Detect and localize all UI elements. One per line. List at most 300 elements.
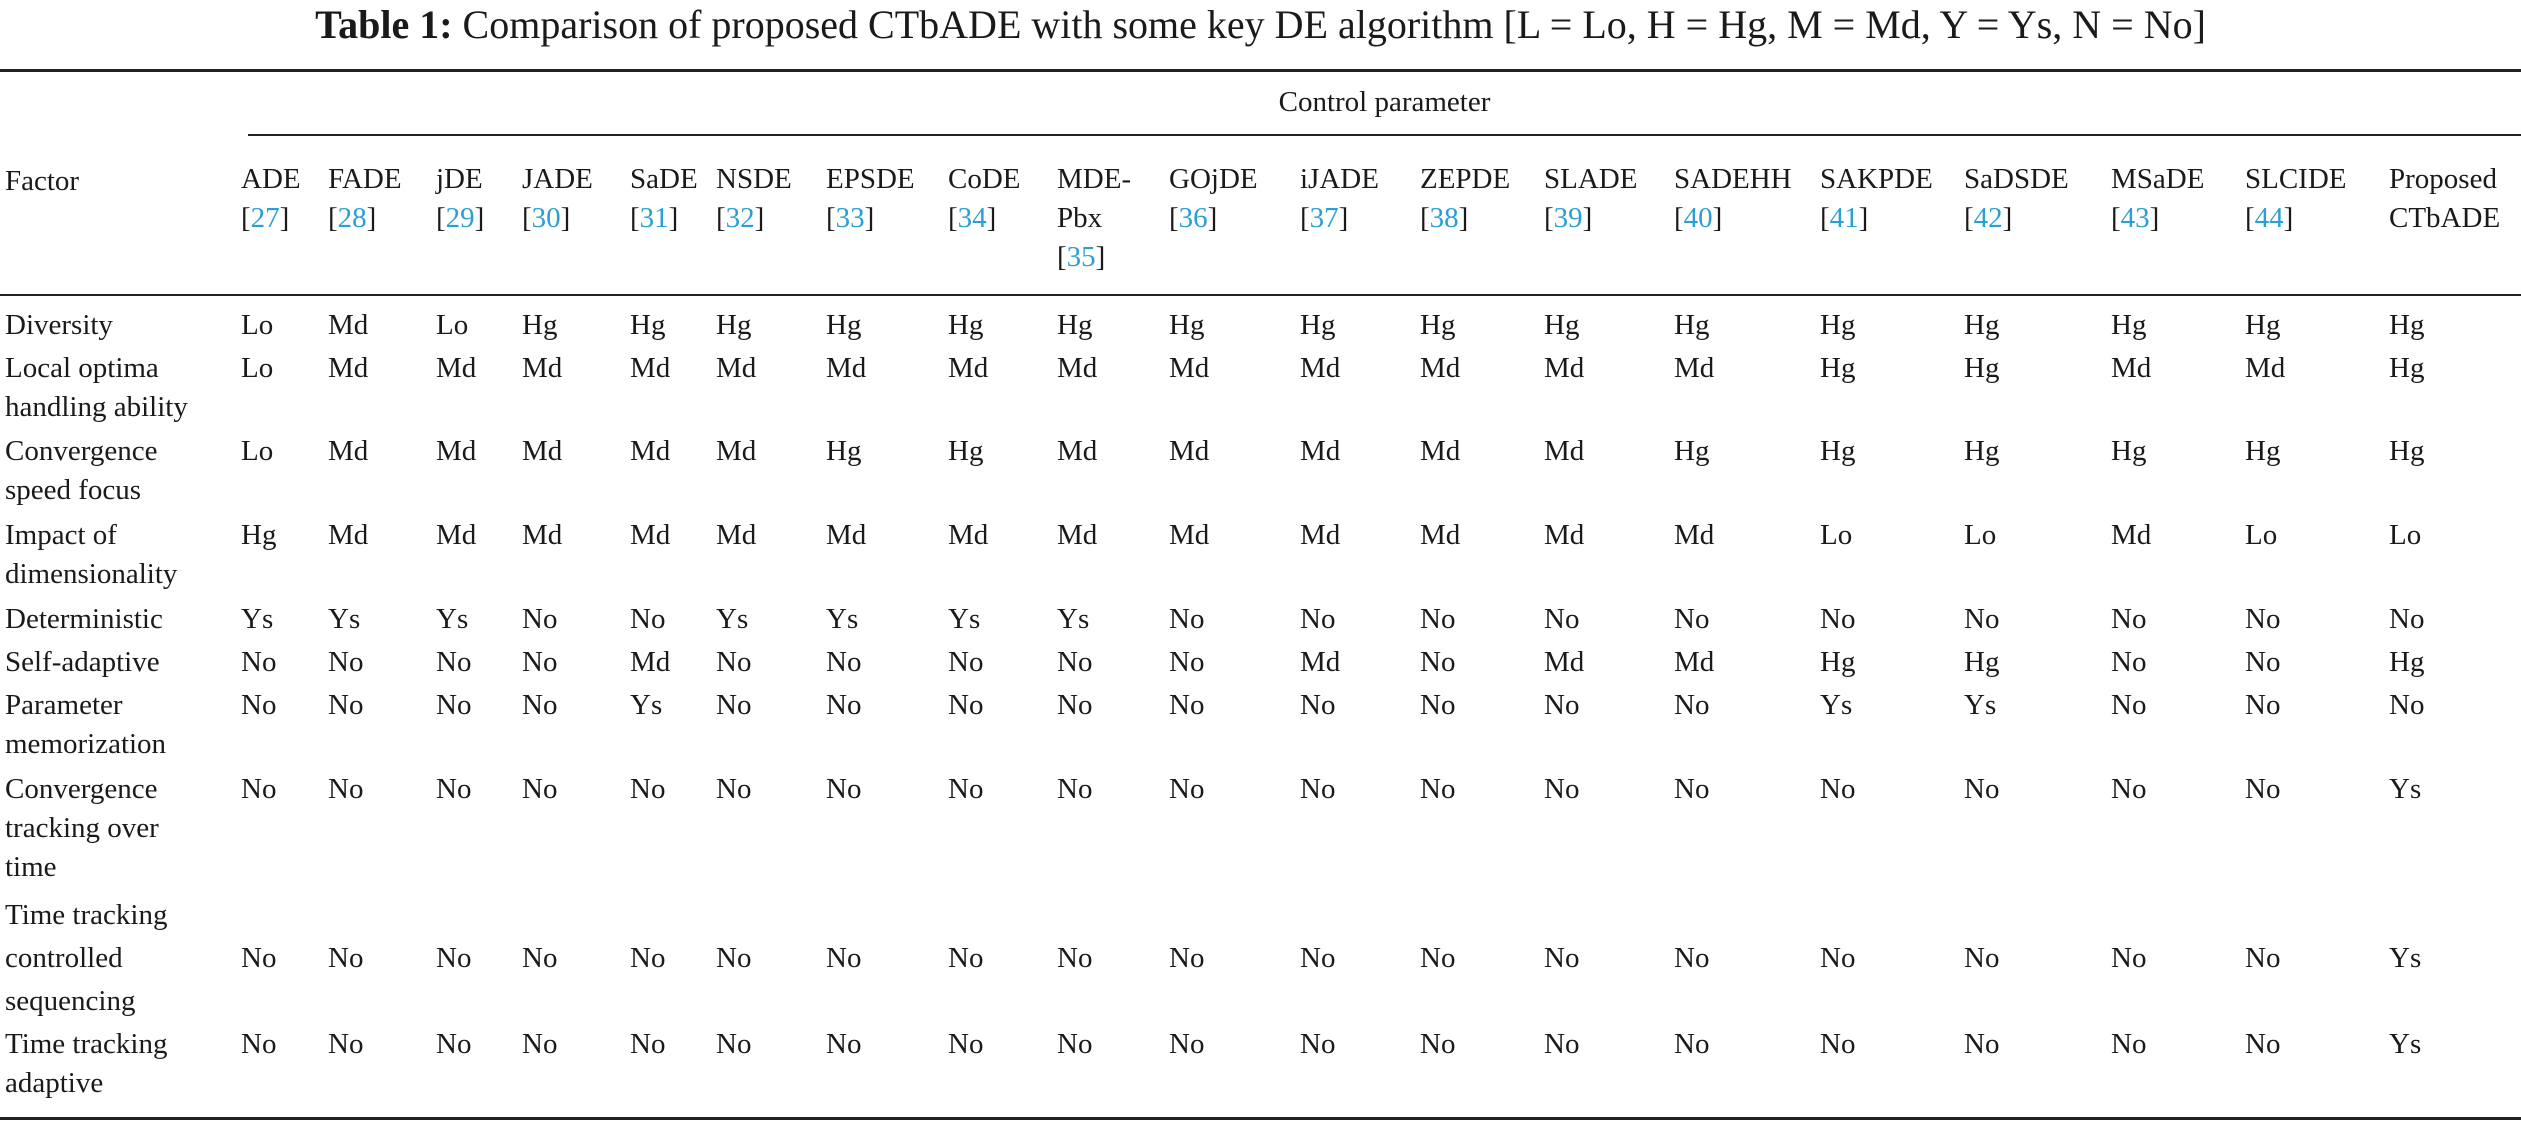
row-label-line: dimensionality [5, 558, 178, 590]
column-header-line: CoDE [948, 163, 1021, 195]
row-label [5, 770, 159, 887]
column-header [1674, 160, 1792, 238]
column-header [1420, 160, 1510, 238]
table-cell: Md [1300, 646, 1341, 678]
table-cell: Md [630, 435, 671, 467]
table-cell: Md [328, 435, 369, 467]
table-cell: No [1169, 773, 1205, 805]
table-cell: No [826, 773, 862, 805]
caption-label: Table 1: [315, 2, 453, 47]
table-cell: Md [1674, 519, 1715, 551]
table-cell: No [1057, 942, 1093, 974]
table-cell: No [241, 773, 277, 805]
row-label-line: Self-adaptive [5, 646, 160, 678]
table-cell: Md [522, 519, 563, 551]
table-cell: No [1674, 603, 1710, 635]
table-cell: Hg [826, 309, 862, 341]
column-reference: [40] [1674, 202, 1723, 234]
table-cell: No [716, 646, 752, 678]
column-header-line: GOjDE [1169, 163, 1258, 195]
table-cell: Md [1300, 519, 1341, 551]
citation-link[interactable]: 44 [2254, 202, 2284, 234]
table-cell: No [522, 773, 558, 805]
table-cell: No [1820, 773, 1856, 805]
column-header-line: JADE [522, 163, 593, 195]
table-cell: Hg [1169, 309, 1205, 341]
table-cell: No [948, 646, 984, 678]
table-cell: No [2245, 1028, 2281, 1060]
table-cell: No [1300, 689, 1336, 721]
table-cell: Md [1420, 352, 1461, 384]
table-cell: Hg [1820, 435, 1856, 467]
table-cell: Ys [2389, 1028, 2422, 1060]
table-cell: Hg [1964, 352, 2000, 384]
column-header-line: FADE [328, 163, 402, 195]
table-cell: No [716, 689, 752, 721]
column-header-line: SADEHH [1674, 163, 1792, 195]
citation-link[interactable]: 27 [250, 202, 280, 234]
column-header-line: Proposed [2389, 163, 2497, 195]
column-header-line: MDE- [1057, 163, 1132, 195]
table-cell: Ys [436, 603, 469, 635]
row-label [5, 686, 166, 764]
table-cell: Md [716, 435, 757, 467]
row-label-line: adaptive [5, 1067, 104, 1099]
table-cell: No [1420, 646, 1456, 678]
table-cell: No [436, 1028, 472, 1060]
table-cell: Hg [2111, 309, 2147, 341]
row-label-line: Convergence [5, 435, 158, 467]
table-cell: No [1420, 689, 1456, 721]
row-label-line: Parameter [5, 689, 123, 721]
row-label [5, 1025, 167, 1103]
table-cell: No [241, 1028, 277, 1060]
table-cell: Hg [1300, 309, 1336, 341]
table-cell: No [1544, 689, 1580, 721]
column-reference: [39] [1544, 202, 1593, 234]
table-cell: No [1057, 1028, 1093, 1060]
column-header [241, 160, 301, 238]
column-header [948, 160, 1021, 238]
column-reference: [42] [1964, 202, 2013, 234]
table-cell: Ys [1057, 603, 1090, 635]
table-cell: No [328, 689, 364, 721]
column-header-line: MSaDE [2111, 163, 2205, 195]
table-cell: Md [716, 519, 757, 551]
citation-link[interactable]: 41 [1829, 202, 1859, 234]
table-cell: Ys [1964, 689, 1997, 721]
top-rule [0, 69, 2521, 72]
table-cell: Ys [826, 603, 859, 635]
table-cell: Ys [716, 603, 749, 635]
table-cell: No [436, 773, 472, 805]
table-cell: Md [1544, 435, 1585, 467]
table-cell: No [630, 603, 666, 635]
citation-link[interactable]: 35 [1066, 241, 1096, 273]
table-cell: No [1300, 1028, 1336, 1060]
header-rule [0, 294, 2521, 296]
table-cell: No [1420, 773, 1456, 805]
column-header-line: NSDE [716, 163, 792, 195]
column-reference: [31] [630, 202, 679, 234]
table-cell: Lo [1820, 519, 1853, 551]
table-cell: Md [1420, 435, 1461, 467]
table-cell: No [1169, 646, 1205, 678]
table-cell: Hg [1674, 309, 1710, 341]
table-cell: No [1420, 942, 1456, 974]
table-cell: Md [826, 352, 867, 384]
table-cell: No [1300, 773, 1336, 805]
table-cell: No [1420, 1028, 1456, 1060]
table-cell: Md [948, 352, 989, 384]
table-cell: Md [522, 435, 563, 467]
table-cell: Lo [241, 309, 274, 341]
table-cell: Md [1057, 352, 1098, 384]
table-cell: No [2389, 689, 2425, 721]
citation-link[interactable]: 38 [1429, 202, 1459, 234]
table-cell: Md [1169, 519, 1210, 551]
table-cell: Lo [241, 435, 274, 467]
table-cell: No [1674, 689, 1710, 721]
table-cell: No [2111, 689, 2147, 721]
citation-link[interactable]: 32 [725, 202, 755, 234]
column-header-line: iJADE [1300, 163, 1379, 195]
citation-link[interactable]: 40 [1683, 202, 1713, 234]
table-cell: Md [1544, 519, 1585, 551]
table-cell: Lo [241, 352, 274, 384]
table-cell: No [2245, 689, 2281, 721]
table-cell: Md [1057, 519, 1098, 551]
table-cell: No [241, 646, 277, 678]
bottom-rule [0, 1117, 2521, 1120]
citation-link[interactable]: 33 [835, 202, 865, 234]
row-label-line: Time tracking [5, 1028, 168, 1060]
column-reference: [36] [1169, 202, 1218, 234]
row-label-line: tracking over [5, 812, 159, 844]
citation-link[interactable]: 34 [957, 202, 987, 234]
table-cell: No [522, 942, 558, 974]
column-header [716, 160, 792, 238]
table-cell: Ys [2389, 773, 2422, 805]
table-cell: No [1169, 603, 1205, 635]
table-cell: No [716, 773, 752, 805]
table-cell: Ys [1820, 689, 1853, 721]
table-cell: No [328, 1028, 364, 1060]
table-cell: Md [948, 519, 989, 551]
table-cell: Hg [2245, 435, 2281, 467]
table-cell: No [436, 646, 472, 678]
table-cell: Hg [1964, 646, 2000, 678]
row-label [5, 894, 167, 1023]
citation-link[interactable]: 37 [1309, 202, 1339, 234]
table-cell: Md [522, 352, 563, 384]
column-header-line: ADE [241, 163, 301, 195]
table-cell: No [2389, 603, 2425, 635]
table-cell: Hg [2111, 435, 2147, 467]
caption-text: Comparison of proposed CTbADE with some key DE algorithm [L = Lo, H = Hg, M = Md, Y = Ys, N = No] [462, 2, 2206, 47]
table-cell: Hg [2389, 352, 2425, 384]
column-reference: [43] [2111, 202, 2160, 234]
table-cell: Hg [1820, 352, 1856, 384]
column-header [1057, 160, 1131, 277]
column-reference: [34] [948, 202, 997, 234]
column-header-line: EPSDE [826, 163, 915, 195]
row-label-line: handling ability [5, 391, 188, 423]
citation-link[interactable]: 30 [531, 202, 561, 234]
table-cell: Md [630, 646, 671, 678]
table-cell: Hg [2389, 435, 2425, 467]
row-label-line: sequencing [5, 985, 136, 1017]
table-cell: Ys [630, 689, 663, 721]
citation-link[interactable]: 31 [639, 202, 669, 234]
column-header [328, 160, 402, 238]
table-cell: No [716, 1028, 752, 1060]
table-cell: No [1964, 603, 2000, 635]
table-cell: Md [436, 352, 477, 384]
table-cell: No [2111, 1028, 2147, 1060]
table-cell: No [948, 942, 984, 974]
table-cell: No [1674, 942, 1710, 974]
table-cell: No [1964, 773, 2000, 805]
table-cell: Md [1544, 352, 1585, 384]
row-label [5, 306, 113, 345]
row-label [5, 600, 163, 639]
table-cell: Md [328, 519, 369, 551]
table-cell: No [1300, 942, 1336, 974]
column-header [1964, 160, 2069, 238]
table-cell: Hg [1420, 309, 1456, 341]
row-label-line: time [5, 851, 57, 883]
column-header-line: Pbx [1057, 202, 1103, 234]
table-cell: Md [1300, 435, 1341, 467]
table-cell: No [522, 646, 558, 678]
table-cell: Md [1169, 352, 1210, 384]
column-reference: [41] [1820, 202, 1869, 234]
table-cell: Ys [948, 603, 981, 635]
table-cell: Md [2245, 352, 2286, 384]
table-cell: No [1300, 603, 1336, 635]
column-reference: [28] [328, 202, 377, 234]
table-cell: Lo [1964, 519, 1997, 551]
table-cell: Hg [1820, 646, 1856, 678]
table-cell: Ys [2389, 942, 2422, 974]
table-cell: Hg [2389, 646, 2425, 678]
table-cell: Hg [241, 519, 277, 551]
table-cell: Hg [1964, 309, 2000, 341]
table-cell: Md [1169, 435, 1210, 467]
row-label-line: controlled [5, 942, 123, 974]
table-cell: No [826, 942, 862, 974]
table-cell: Ys [328, 603, 361, 635]
table-cell: No [2111, 773, 2147, 805]
column-reference: [29] [436, 202, 485, 234]
table-cell: No [826, 646, 862, 678]
table-cell: Hg [1544, 309, 1580, 341]
column-reference: [37] [1300, 202, 1349, 234]
table-cell: No [1674, 773, 1710, 805]
table-cell: Md [1300, 352, 1341, 384]
table-cell: No [328, 942, 364, 974]
table-cell: No [2111, 942, 2147, 974]
table-cell: Lo [436, 309, 469, 341]
column-header-line: jDE [436, 163, 483, 195]
table-cell: No [630, 773, 666, 805]
column-header [1169, 160, 1258, 238]
citation-link[interactable]: 42 [1973, 202, 2003, 234]
citation-link[interactable]: 43 [2120, 202, 2150, 234]
table-cell: No [2245, 646, 2281, 678]
column-header-line: CTbADE [2389, 202, 2501, 234]
table-cell: No [1964, 1028, 2000, 1060]
table-cell: Md [436, 435, 477, 467]
column-reference: [33] [826, 202, 875, 234]
table-cell: No [2111, 646, 2147, 678]
table-cell: No [1057, 689, 1093, 721]
table-cell: Md [826, 519, 867, 551]
column-header [2389, 160, 2500, 238]
table-cell: No [2245, 603, 2281, 635]
table-cell: Lo [2245, 519, 2278, 551]
table-cell: No [1820, 1028, 1856, 1060]
table-cell: Md [1057, 435, 1098, 467]
table-cell: No [630, 942, 666, 974]
column-header [2111, 160, 2204, 238]
table-cell: Hg [948, 309, 984, 341]
column-header-line: SLADE [1544, 163, 1638, 195]
table-cell: No [826, 689, 862, 721]
table-cell: No [826, 1028, 862, 1060]
column-header [1300, 160, 1379, 238]
table-cell: Md [1420, 519, 1461, 551]
table-cell: No [716, 942, 752, 974]
table-cell: No [1169, 689, 1205, 721]
table-cell: No [522, 603, 558, 635]
table-cell: Md [630, 519, 671, 551]
table-caption [0, 0, 2521, 50]
table-cell: No [1420, 603, 1456, 635]
table-cell: No [948, 689, 984, 721]
citation-link[interactable]: 36 [1178, 202, 1208, 234]
table-cell: Md [436, 519, 477, 551]
table-cell: Lo [2389, 519, 2422, 551]
row-label [5, 432, 157, 510]
table-cell: Md [328, 352, 369, 384]
table-cell: Hg [1820, 309, 1856, 341]
citation-link[interactable]: 39 [1553, 202, 1583, 234]
column-reference: [38] [1420, 202, 1469, 234]
table-cell: No [1544, 603, 1580, 635]
column-header-line: ZEPDE [1420, 163, 1511, 195]
column-header [436, 160, 484, 238]
table-cell: No [948, 1028, 984, 1060]
table-cell: Md [716, 352, 757, 384]
table-cell: Md [2111, 352, 2152, 384]
table-cell: No [948, 773, 984, 805]
row-label [5, 349, 188, 427]
column-header [522, 160, 593, 238]
column-header-line: SaDE [630, 163, 698, 195]
column-reference: [44] [2245, 202, 2294, 234]
table-cell: No [1544, 1028, 1580, 1060]
table-cell: No [1964, 942, 2000, 974]
table-cell: No [2111, 603, 2147, 635]
table-cell: No [328, 646, 364, 678]
row-label-line: speed focus [5, 474, 142, 506]
table-cell: No [1169, 1028, 1205, 1060]
row-label-line: Local optima [5, 352, 159, 384]
table-cell: Md [2111, 519, 2152, 551]
column-header [1544, 160, 1637, 238]
table-cell: Md [328, 309, 369, 341]
table-cell: Hg [826, 435, 862, 467]
table-cell: No [1674, 1028, 1710, 1060]
table-cell: No [522, 1028, 558, 1060]
control-parameter-header: Control parameter [1278, 86, 1491, 118]
column-reference: [27] [241, 202, 290, 234]
table-cell: No [241, 942, 277, 974]
table-cell: Hg [948, 435, 984, 467]
table-cell: No [241, 689, 277, 721]
table-cell: Hg [1057, 309, 1093, 341]
table-cell: Hg [2245, 309, 2281, 341]
table-cell: Ys [241, 603, 274, 635]
column-header [2245, 160, 2347, 238]
column-header [1820, 160, 1933, 238]
table-cell: No [1057, 773, 1093, 805]
column-header [630, 160, 698, 238]
table-cell: No [436, 689, 472, 721]
citation-link[interactable]: 28 [337, 202, 367, 234]
row-label-line: Time tracking [5, 899, 168, 931]
control-parameter-rule [248, 134, 2521, 136]
table-cell: Hg [522, 309, 558, 341]
table-cell: Md [1674, 352, 1715, 384]
table-cell: No [328, 773, 364, 805]
table-cell: Md [1674, 646, 1715, 678]
row-label [5, 643, 160, 682]
table-cell: Md [630, 352, 671, 384]
column-header-line: SaDSDE [1964, 163, 2069, 195]
row-label-line: Diversity [5, 309, 113, 341]
table-cell: Hg [2389, 309, 2425, 341]
table-cell: No [436, 942, 472, 974]
table-cell: No [2245, 942, 2281, 974]
column-header-line: SAKPDE [1820, 163, 1933, 195]
column-reference: [35] [1057, 241, 1106, 273]
table-cell: Hg [1964, 435, 2000, 467]
table-cell: Hg [630, 309, 666, 341]
table-cell: No [2245, 773, 2281, 805]
citation-link[interactable]: 29 [445, 202, 475, 234]
table-cell: No [522, 689, 558, 721]
table-cell: No [1544, 942, 1580, 974]
table-cell: No [1820, 603, 1856, 635]
column-reference: [30] [522, 202, 571, 234]
table-cell: No [1057, 646, 1093, 678]
table-cell: No [1169, 942, 1205, 974]
row-label-line: Convergence [5, 773, 158, 805]
table-cell: Hg [1674, 435, 1710, 467]
row-label-line: memorization [5, 728, 167, 760]
row-label-line: Impact of [5, 519, 117, 551]
column-reference: [32] [716, 202, 765, 234]
factor-header: Factor [5, 165, 80, 197]
table-cell: Md [1544, 646, 1585, 678]
row-label-line: Deterministic [5, 603, 163, 635]
table-cell: No [630, 1028, 666, 1060]
column-header [826, 160, 915, 238]
table-cell: No [1544, 773, 1580, 805]
